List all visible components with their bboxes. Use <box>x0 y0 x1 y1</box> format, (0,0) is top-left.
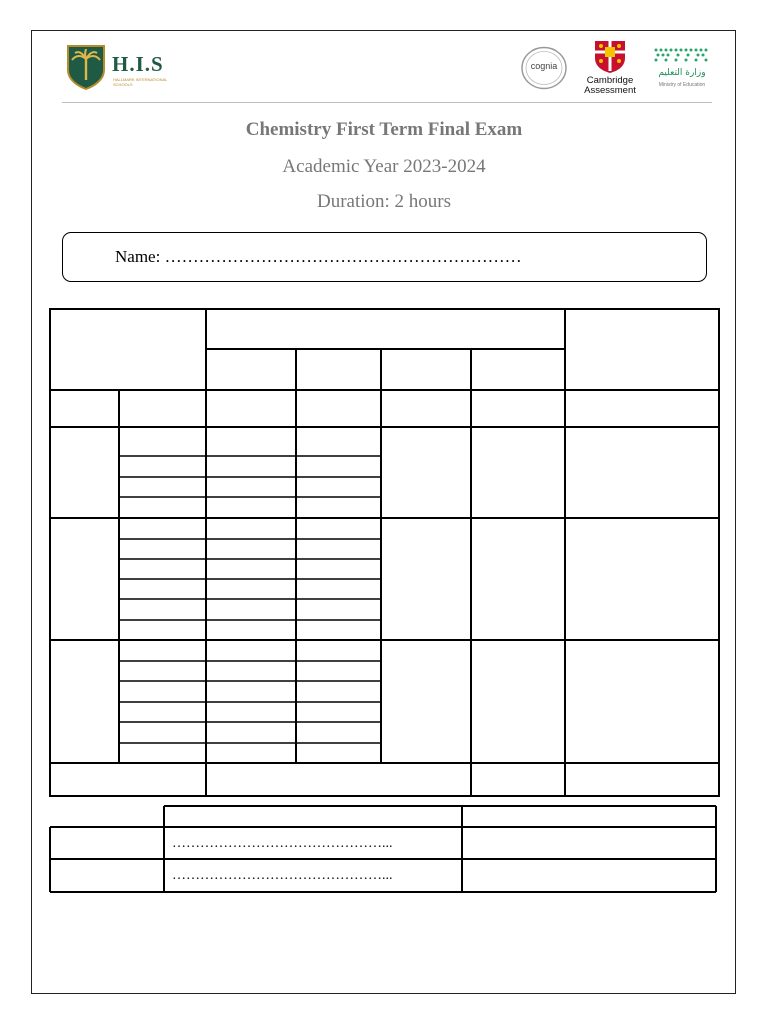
school-logo-tagline: HALLMARK INTERNATIONAL SCHOOLS <box>113 77 168 87</box>
exam-duration: Duration: 2 hours <box>316 191 452 212</box>
signature-dots-2[interactable]: ………………………………………... <box>172 868 393 883</box>
school-logo-name: H.I.S <box>112 52 164 76</box>
student-name-field[interactable]: Name: ……………………………………………………… <box>115 247 522 266</box>
cambridge-text: Cambridge Assessment <box>584 75 636 96</box>
exam-title: Chemistry First Term Final Exam <box>245 119 523 140</box>
cognia-text: cognia <box>530 61 558 71</box>
academic-year: Academic Year 2023-2024 <box>282 156 486 177</box>
ministry-arabic-text: وزارة التعليم <box>658 68 706 78</box>
ministry-english-text: Ministry of Education <box>658 82 706 88</box>
signature-dots-1[interactable]: ………………………………………... <box>172 836 393 851</box>
marks-table-lines <box>50 309 719 796</box>
